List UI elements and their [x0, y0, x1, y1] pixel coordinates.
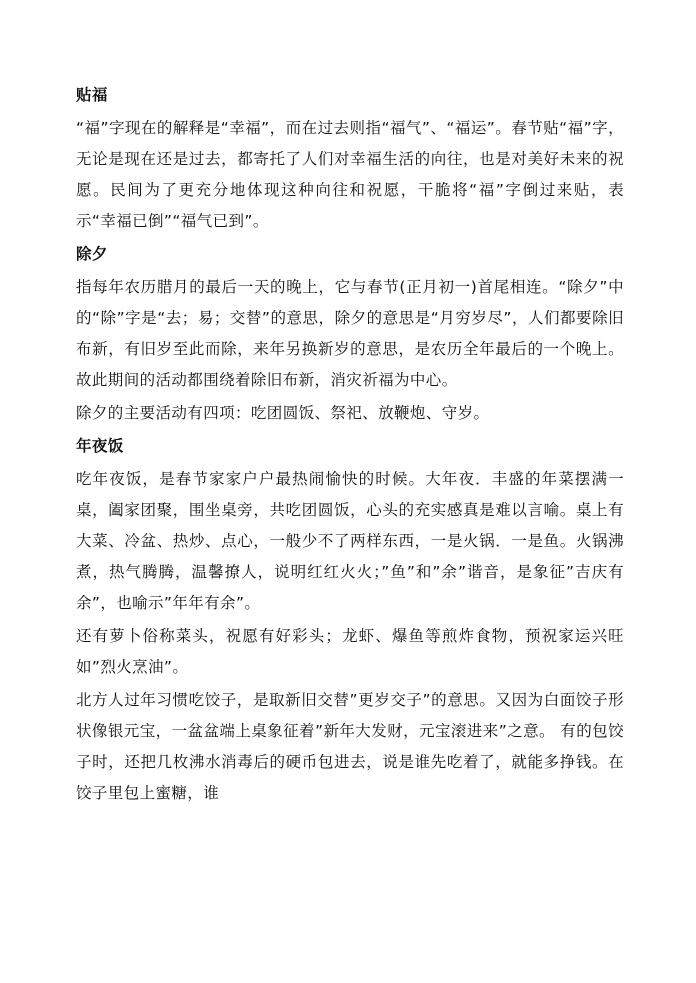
- paragraph-tiefu: “福”字现在的解释是“幸福”，而在过去则指“福气”、“福运”。春节贴“福”字，无论是现在还是过去，都寄托了人们对幸福生活的向往，也是对美好未来的祝愿。民间为了更充分地体现这种向往和祝愿，干脆将“福”字倒过来贴，表示“幸福已倒”“福气已到”。: [76, 119, 624, 230]
- paragraph-nianyefan-dumplings: 北方人过年习惯吃饺子，是取新旧交替”更岁交子”的意思。又因为白面饺子形状像银元宝，一盆盆端上桌象征着”新年大发财，元宝滚进来”之意。 有的包饺子时，还把几枚沸水消毒后的硬币包进去，说是谁先吃着了，就能多挣钱。在饺子里包上蜜糖，谁: [76, 691, 624, 802]
- paragraph-chuxi-activities: 除夕的主要活动有四项：吃团圆饭、祭祀、放鞭炮、守岁。: [76, 404, 490, 422]
- section-heading-nianyefan: 年夜饭: [76, 437, 124, 455]
- section-heading-chuxi: 除夕: [76, 245, 108, 263]
- paragraph-nianyefan-radish: 还有萝卜俗称菜头，祝愿有好彩头；龙虾、爆鱼等煎炸食物，预祝家运兴旺如”烈火烹油”。: [76, 627, 624, 676]
- paragraph-chuxi-meaning: 指每年农历腊月的最后一天的晚上，它与春节(正月初一)首尾相连。“除夕”中的“除”字是“去；易；交替”的意思，除夕的意思是“月穷岁尽”，人们都要除旧布新，有旧岁至此而除，来年另换新岁的意思，是农历全年最后的一个晚上。故此期间的活动都围绕着除旧布新，消灾祈福为中心。: [76, 278, 624, 389]
- document-page: [76, 78, 624, 811]
- section-heading-tiefu: 贴福: [76, 86, 108, 104]
- paragraph-nianyefan-intro: 吃年夜饭，是春节家家户户最热闹愉快的时候。大年夜．丰盛的年菜摆满一桌，阖家团聚，围坐桌旁，共吃团圆饭，心头的充实感真是难以言喻。桌上有大菜、冷盆、热炒、点心，一般少不了两样东西，一是火锅．一是鱼。火锅沸煮，热气腾腾，温馨撩人，说明红红火火；”鱼”和”余”谐音，是象征”吉庆有余”，也喻示”年年有余”。: [76, 470, 624, 612]
